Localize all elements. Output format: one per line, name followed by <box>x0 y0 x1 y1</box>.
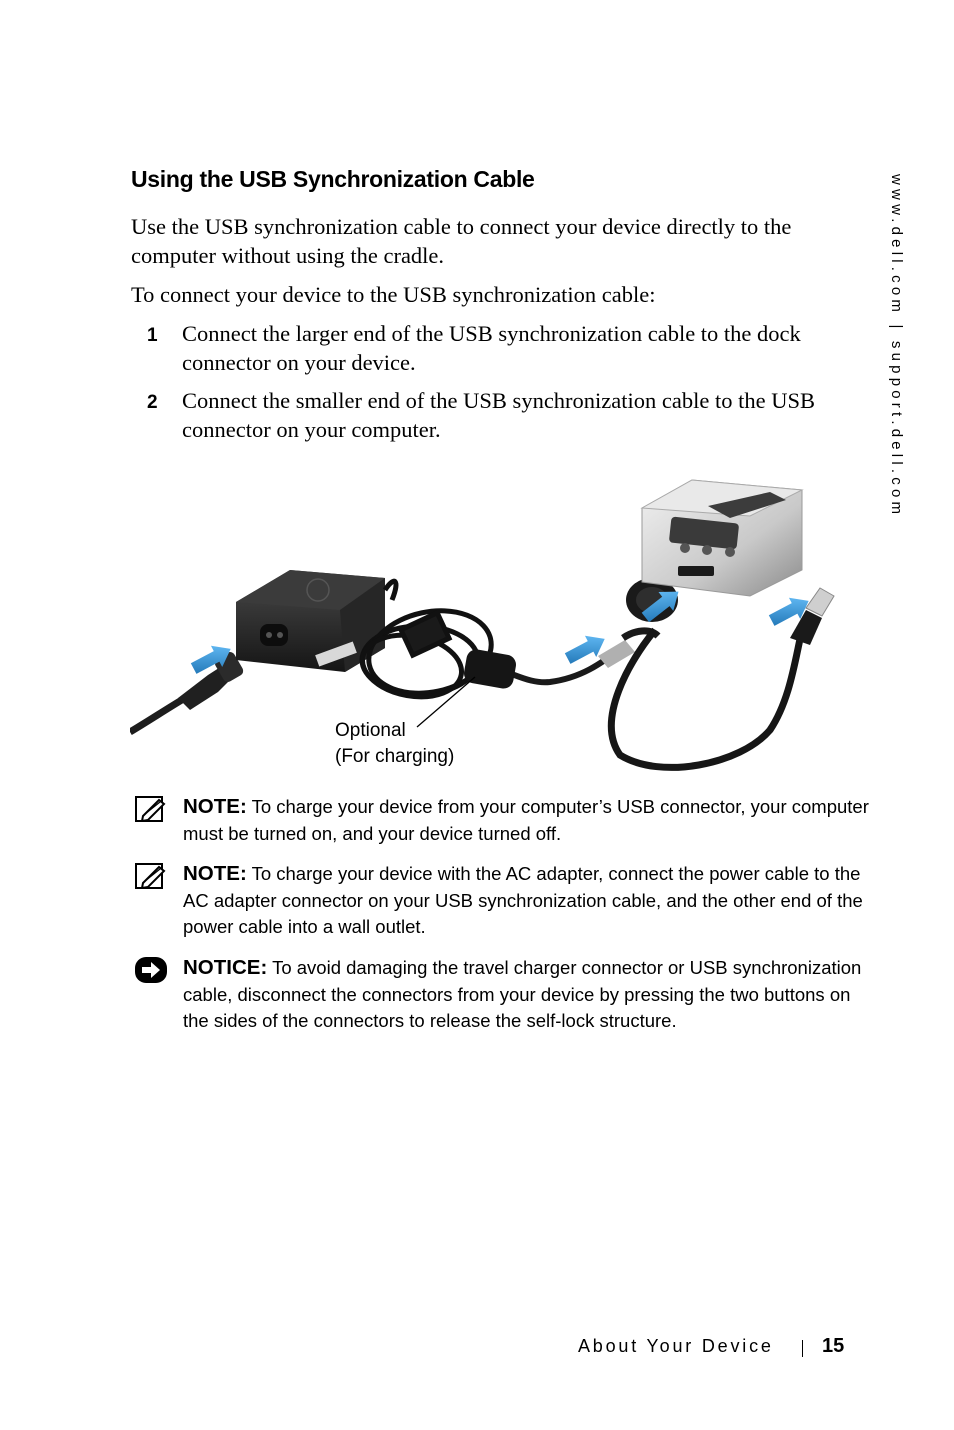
charging-cable <box>462 645 625 690</box>
step-1 <box>131 319 866 379</box>
note-label: NOTE: <box>183 795 247 818</box>
note-2 <box>131 861 866 945</box>
section-heading: Using the USB Synchronization Cable <box>131 166 535 192</box>
note-text: To charge your device with the AC adapter, connect the power cable to the AC adapter connector on your USB synchronization cable, and the other end of the power cable into a wall outlet. <box>183 863 863 937</box>
side-url-text: www.dell.com | support.dell.com <box>888 174 905 519</box>
notice-text: To avoid damaging the travel charger connector or USB synchronization cable, disconnect the connectors from your device by pressing the two buttons on the sides of the connectors to release the self-lock structure. <box>183 957 862 1031</box>
note-text: To charge your device from your computer’s USB connector, your computer must be turned on, and your device turned off. <box>183 796 869 844</box>
page-number: 15 <box>822 1335 845 1357</box>
footer-divider <box>802 1340 803 1357</box>
intro-paragraph: Use the USB synchronization cable to connect your device directly to the computer without using the cradle. <box>131 214 792 268</box>
callout-line-1: Optional <box>335 720 406 741</box>
usb-cable-figure <box>130 470 850 780</box>
power-cord <box>130 698 185 732</box>
sync-cable <box>611 630 802 767</box>
footer-section-title: About Your Device <box>578 1336 774 1356</box>
step-text: Connect the smaller end of the USB synchronization cable to the USB connector on your computer. <box>182 388 815 442</box>
notice-label: NOTICE: <box>183 956 268 979</box>
step-number: 1 <box>147 325 158 346</box>
notice-arrow-icon <box>135 957 167 983</box>
usb-plug <box>790 588 834 645</box>
pencil-note-icon <box>135 796 167 822</box>
pencil-note-icon <box>135 863 167 889</box>
note-1 <box>131 794 869 850</box>
step-text: Connect the larger end of the USB synchronization cable to the dock connector on your device. <box>182 321 801 375</box>
callout-label <box>335 718 454 770</box>
callout-line-2: (For charging) <box>335 746 455 767</box>
notice <box>131 955 866 1065</box>
step-number: 2 <box>147 392 158 413</box>
note-label: NOTE: <box>183 862 247 885</box>
step-2 <box>131 386 866 446</box>
lead-paragraph: To connect your device to the USB synchronization cable: <box>131 282 656 307</box>
usb-cable-illustration <box>130 470 850 780</box>
media-device <box>642 480 802 596</box>
